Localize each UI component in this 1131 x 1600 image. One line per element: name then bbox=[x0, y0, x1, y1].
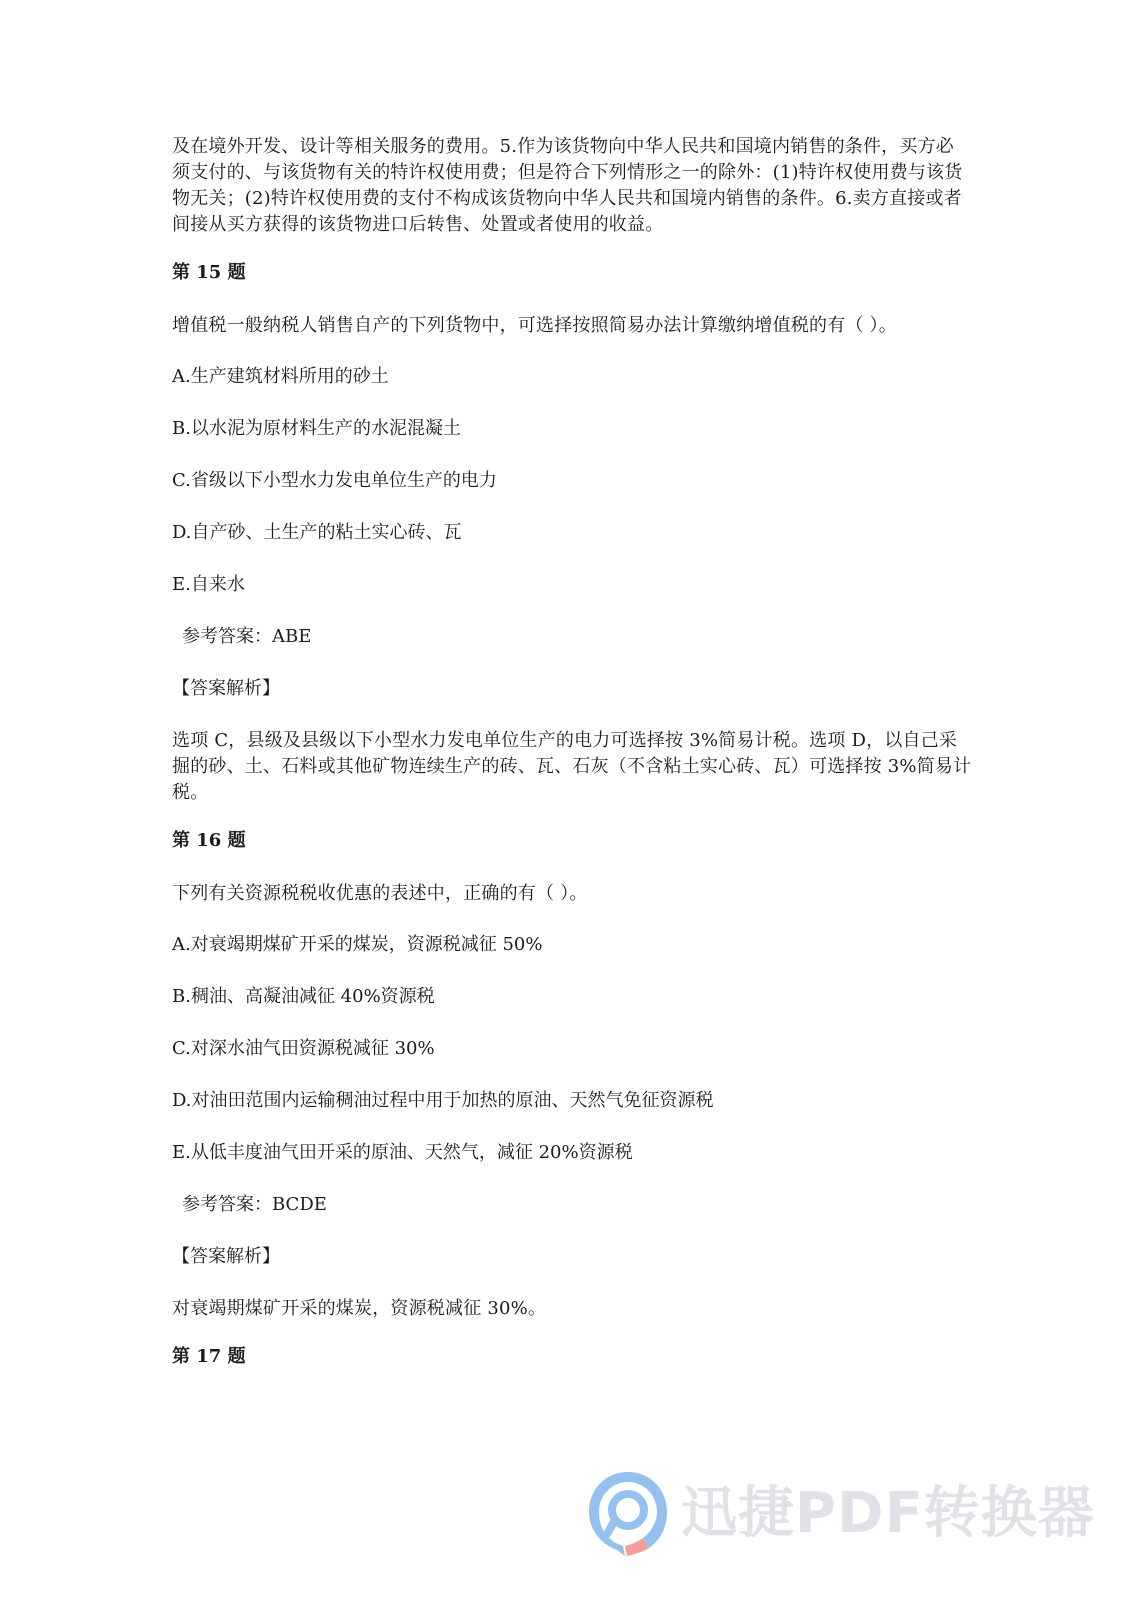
intro-paragraph: 及在境外开发、设计等相关服务的费用。5.作为该货物向中华人民共和国境内销售的条件，买方必须支付的、与该货物有关的特许权使用费；但是符合下列情形之一的除外：(1)特许权使用费与该货物无关；(2)特许权使用费的支付不构成该货物向中华人民共和国境内销售的条件。6.卖方直接或者间接从买方获得的该货物进口后转售、处置或者使用的收益。 bbox=[172, 136, 963, 235]
analysis-heading: 【答案解析】 bbox=[172, 1246, 280, 1267]
question-15 bbox=[172, 260, 972, 806]
option-e: E.从低丰度油气田开采的原油、天然气，减征 20%资源税 bbox=[172, 1142, 633, 1163]
watermark-text: 迅捷PDF转换器 bbox=[681, 1481, 1095, 1546]
option-c: C.对深水油气田资源税减征 30% bbox=[172, 1038, 435, 1059]
option-d: D.对油田范围内运输稠油过程中用于加热的原油、天然气免征资源税 bbox=[172, 1090, 714, 1111]
document-content bbox=[172, 134, 972, 1397]
analysis-text: 对衰竭期煤矿开采的煤炭，资源税减征 30%。 bbox=[172, 1298, 547, 1319]
option-d: D.自产砂、土生产的粘土实心砖、瓦 bbox=[172, 522, 462, 543]
reference-answer: 参考答案：ABE bbox=[182, 626, 312, 647]
question-stem: 下列有关资源税税收优惠的表述中，正确的有（ ）。 bbox=[172, 883, 588, 904]
question-stem: 增值税一般纳税人销售自产的下列货物中，可选择按照简易办法计算缴纳增值税的有（ ）。 bbox=[172, 315, 897, 336]
question-title: 第 16 题 bbox=[172, 830, 246, 851]
watermark bbox=[585, 1468, 1095, 1568]
xunjie-pdf-logo-icon bbox=[585, 1468, 671, 1558]
option-b: B.以水泥为原材料生产的水泥混凝土 bbox=[172, 418, 461, 439]
reference-answer: 参考答案：BCDE bbox=[182, 1194, 327, 1215]
question-17 bbox=[172, 1344, 972, 1370]
analysis-heading: 【答案解析】 bbox=[172, 678, 280, 699]
question-title: 第 15 题 bbox=[172, 262, 246, 283]
option-a: A.对衰竭期煤矿开采的煤炭，资源税减征 50% bbox=[172, 934, 543, 955]
option-e: E.自来水 bbox=[172, 574, 245, 595]
option-c: C.省级以下小型水力发电单位生产的电力 bbox=[172, 470, 497, 491]
analysis-text: 选项 C，县级及县级以下小型水力发电单位生产的电力可选择按 3%简易计税。选项 D，以自己采掘的砂、土、石料或其他矿物连续生产的砖、瓦、石灰（不含粘土实心砖、瓦）可选择按 3%简易计税。 bbox=[172, 730, 972, 803]
option-a: A.生产建筑材料所用的砂土 bbox=[172, 366, 389, 387]
option-b: B.稠油、高凝油减征 40%资源税 bbox=[172, 986, 435, 1007]
question-16 bbox=[172, 828, 972, 1322]
question-title: 第 17 题 bbox=[172, 1346, 246, 1367]
